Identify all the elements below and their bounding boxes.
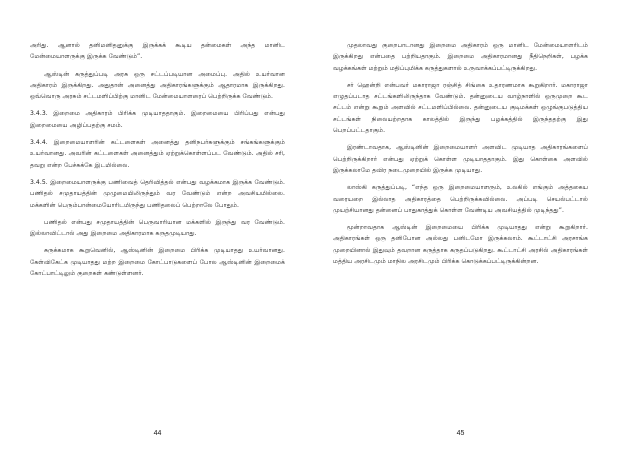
paragraph: சுருக்கமாக கூறுவெனில், ஆஸ்டினின் இறைமை பிரிக்க முடியாதது உயர்வானது. கேள்விகேட்க முடியாதது மற்ற இறைமை கோட்பாடுகளைப் போல ஆஸ்டினின் இறைமைக் கோட்பாட்டிலும் குறைகள் கண்டுள்ளனர். — [30, 247, 285, 278]
left-page — [30, 40, 285, 445]
paragraph: 3.4.5. இறைமையாளருக்கு பணிவைத் தெரிவித்தல் என்பது வழக்கமாக இருக்க வேண்டும். பணிதல் சமுதாயத்தின் முழுமையிலிருந்தும் வர வேண்டும் என்ற அவசியமில்லை. மக்களின் பெரும்பான்மையோரிடமிருந்து பணிதலைப் பெற்றாலே போதும். — [30, 178, 285, 209]
page-number: 45 — [456, 430, 465, 437]
paragraph: அரிது. ஆனால் தனிமனிதனுக்கு இருக்கக் கூடிய தன்மைகள் அந்த மானிட மேன்மையாளருக்கு இருக்க வேண்டும்”. — [30, 42, 285, 61]
paragraph: மூன்றாவதாக ஆஸ்டின் இறைமையை பிரிக்க முடியாதது என்று கூறுகிறார். அதிகாரங்கள் ஒரு தனிபோன அல்லது பனிடமோ இருக்கலாம். கூட்டாட்சி அரசாங்க முறையினால் இதுவும் தவறான கருத்தாக கருதப்படுகிறது. கூட்டாட்சி அரசில் அதிகாரங்கள் மத்திய அரசிடமும் மாநில அரசிடமும் பிரிக்க கொடுக்கப்பட்டிருக்கின்றன. — [333, 224, 588, 266]
page-number: 44 — [153, 430, 162, 437]
paragraph: ஆஸ்டின் கருத்துப்படி அரசு ஒரு சட்டப்படியான அமைப்பு. அதில் உயர்வான அதிகாரம் இருக்கிறது. அதுதான் அனைத்து அதிகாரங்களுக்கும் ஆதாரமாக இருக்கிறது. ஒவ்வொரு அரசும் சட்டமளிப்பிற்கு மானிட மேன்மையாளரைப் பெற்றிருக்க வேண்டும். — [30, 70, 285, 101]
right-page — [333, 40, 588, 445]
paragraph: பணிதல் என்பது சமுதாயத்தின் பெருவாரியான மக்களில் இருந்து வர வேண்டும். இல்லாவிட்டால் அது இறைமை அதிகாரமாக கருதமுடியாது. — [30, 218, 285, 238]
paragraph: முதலாவது குறைபாடானது இறைமை அதிகாரம் ஒரு மானிட மேன்மையாளரிடம் இருக்கிறது என்பதை பற்றியதாகும். இறைமை அதிகாரமானது நீதிநெறிகள், பழக்க வழக்கங்கள் மற்றும் மதிப்புமிக்க கருத்துகளால் உருவாக்கப்பட்டிருக்கிறது. — [333, 42, 588, 72]
paragraph: இரண்டாவதாக, ஆஸ்டினின் இறைமையாளர் அளவிட முடியாத அதிகாரங்களைப் பெற்றிருக்கிறார் என்பது ஏற்றுக் கொள்ள முடியாததாகும். இது கொள்கை அளவில் இருக்கலாமே தவிர நடைமுறையில் இருக்க முடியாது. — [333, 144, 588, 174]
paragraph: 3.4.4. இறைமையாளரின் கட்டளைகள் அனைத்து தனிநபர்களுக்கும் சங்கங்களுக்கும் உயர்வானது. அவரின் கட்டளைகள் அனைத்தும் ஏற்றுக்கொள்ளப்பட வேண்டும். அதில் சரி, தவறு என்ற பேச்சுக்கே இடமில்லை. — [30, 139, 285, 169]
paragraph: சர் ஹென்றி என்பவர் மகாராஜா ரஞ்சித் சிங்கை உதாரணமாக கூறுகிறார். மகாராஜா எழுதப்படாத சட்டங்களிலிருந்தாக வேண்டும். தன்னுடைய வாழ்நாளில் ஒருமுறை கூட சட்டம் என்று கூறும் அளவில் சட்டமளிப்பில்லை. தன்னுடைய குடிமக்கள் ஒழுங்குபடுத்திய சட்டங்கள் நிலையற்றதாக காலத்தில் இருந்து பழக்கத்தில் இருந்ததற்கு இது பெறப்பட்டதாகும். — [333, 81, 588, 135]
paragraph: 3.4.3. இறைமை அதிகாரம் பிரிக்க முடியாததாகும். இறைமையை பிரிப்பது என்பது இறைமையை அழிப்பதற்கு சமம். — [30, 110, 285, 129]
paragraph: லாஸ்கி கருத்துப்படி, “எந்த ஒரு இறைமையாளரும், உலகில் எங்கும் அத்தகைய வரையறை இல்லாத அதிகாரத்தை பெற்றிருக்கவில்லை. அப்படி செயல்பட்டால் முயற்சியானது தன்னைப் பாதுகாத்துக் கொள்ள வேண்டிய அவசியத்தில் முடிந்தது”. — [333, 184, 588, 214]
